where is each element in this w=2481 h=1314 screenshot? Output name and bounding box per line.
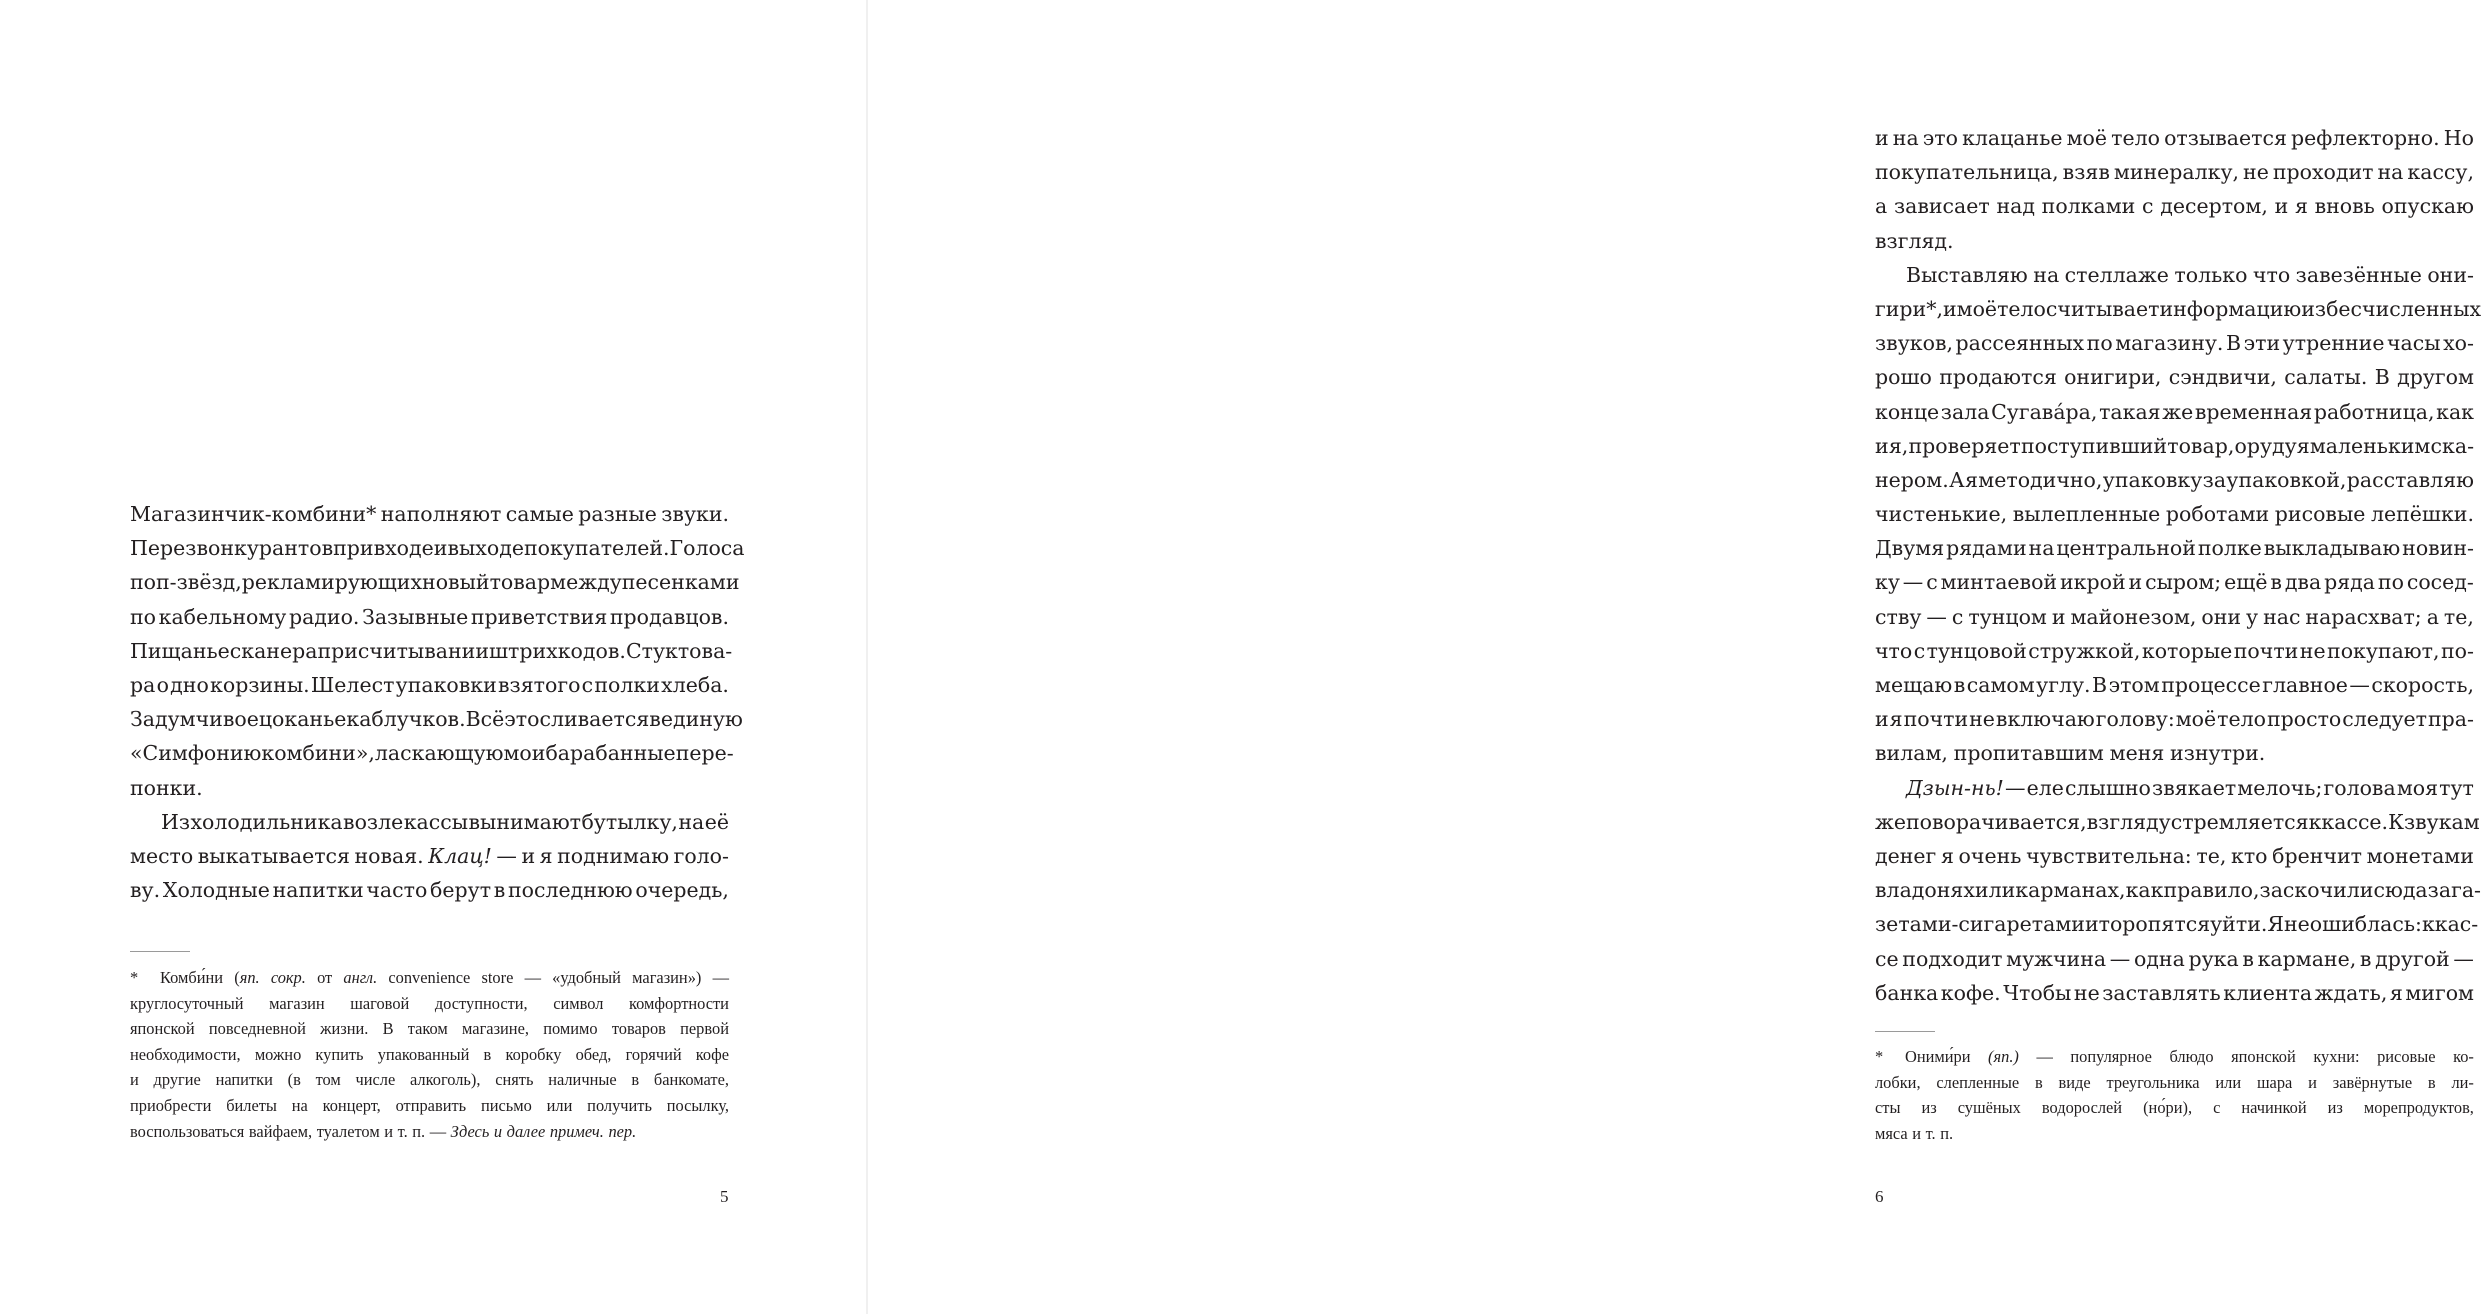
text-line: Выставляю на стеллаже только что завезённые они- xyxy=(1906,262,2474,287)
text-line: и на это клацанье моё тело отзывается рефлекторно. Но xyxy=(1875,126,2474,150)
footnote-line: приобрести билеты на концерт, отправить письмо или получить посылку, xyxy=(130,1095,729,1115)
text-line: зетами-сигаретами и торопятся уйти. Я не ошиблась: к кас- xyxy=(1875,912,2479,937)
text-line: нером. А я методично, упаковку за упаковкой, расставляю xyxy=(1875,467,2474,492)
footnote-line: * Оними́ри (яп.) — популярное блюдо японской кухни: рисовые ко- xyxy=(1875,1044,2474,1070)
footnote-line: сты из сушёных водорослей (но́ри), с начинкой из морепродуктов, xyxy=(1875,1098,2474,1118)
text-line: Двумя рядами на центральной полке выкладываю новин- xyxy=(1875,536,2474,561)
footnote-line: мяса и т. п. xyxy=(1875,1123,1954,1143)
footnote-separator xyxy=(130,951,190,952)
text-line: ку — с минтаевой икрой и сыром; ещё в два ряда по сосед- xyxy=(1875,570,2474,595)
text-line: Пищанье сканера при считывании штрихкодов. Стук това- xyxy=(130,638,733,663)
page-number-left: 5 xyxy=(720,1187,729,1206)
footnote-line: японской повседневной жизни. В таком магазине, помимо товаров первой xyxy=(130,1019,729,1039)
text-line: мещаю в самом углу. В этом процессе главное — скорость, xyxy=(1875,673,2474,697)
footnote-marker: * xyxy=(1875,1047,1884,1066)
text-line: Дзын-нь! — еле слышно звякает мелочь; голова моя тут xyxy=(1906,775,2474,800)
text-line: рошо продаются онигири, сэндвичи, салаты. В другом xyxy=(1875,365,2474,390)
right-page xyxy=(868,0,2481,1314)
text-line: банка кофе. Чтобы не заставлять клиента ждать, я мигом xyxy=(1875,980,2474,1005)
text-line: ра о дно корзины. Шелест упаковки взятого с полки хлеба. xyxy=(130,672,729,697)
footnote-marker: * xyxy=(130,968,139,987)
text-line: в ладонях или карманах, как правило, заскочили сюда за га- xyxy=(1875,878,2481,903)
text-line: и я почти не включаю голову: моё тело просто следует пра- xyxy=(1875,707,2474,732)
right-page-text xyxy=(1875,121,2481,1010)
text-line: поп-звёзд, рекламирующих новый товар между песенками xyxy=(130,570,740,595)
footnote-line: и другие напитки (в том числе алкоголь), снять наличные в банкомате, xyxy=(130,1070,729,1090)
text-line: звуков, рассеянных по магазину. В эти утренние часы хо- xyxy=(1875,331,2474,356)
page-number-right: 6 xyxy=(1875,1187,1884,1206)
footnote-line: лобки, слепленные в виде треугольника или шара и завёрнутые в ли- xyxy=(1875,1072,2474,1092)
text-line: Из холодильника возле кассы вынимают бутылку, на её xyxy=(161,809,729,834)
footnote-line: * Комби́ни (яп. сокр. от англ. convenience store — «удобный магазин») — xyxy=(130,965,729,991)
text-line: взгляд. xyxy=(1875,228,1954,253)
text-line: и я, проверяет поступивший товар, орудуя маленьким ска- xyxy=(1875,433,2474,458)
text-line: же поворачивается, взгляд устремляется к кассе. К звукам xyxy=(1875,809,2480,834)
text-line: се подходит мужчина — одна рука в кармане, в другой — xyxy=(1875,946,2474,971)
text-line: а зависает над полками с десертом, и я вновь опускаю xyxy=(1875,194,2474,219)
text-line: ву. Холодные напитки часто берут в последнюю очередь, xyxy=(130,878,729,903)
text-line: Магазинчик-комбини* наполняют самые разные звуки. xyxy=(130,502,729,526)
right-page-footnote xyxy=(1875,1044,2474,1146)
footnote-separator xyxy=(1875,1031,1935,1032)
text-line: Перезвон курантов при входе и выходе покупателей. Голоса xyxy=(130,536,745,561)
left-page xyxy=(0,0,866,1314)
text-line: понки. xyxy=(130,775,203,800)
text-line: денег я очень чувствительна: те, кто бренчит монетами xyxy=(1875,843,2474,868)
text-line: ству — с тунцом и майонезом, они у нас нарасхват; а те, xyxy=(1875,604,2474,629)
text-line: покупательница, взяв минералку, не проходит на кассу, xyxy=(1875,160,2474,185)
text-line: «Симфонию комбини», ласкающую мои барабанные пере- xyxy=(130,741,734,766)
footnote-line: круглосуточный магазин шаговой доступности, символ комфортности xyxy=(130,993,729,1013)
text-line: по кабельному радио. Зазывные приветствия продавцов. xyxy=(130,604,729,629)
text-line: место выкатывается новая. Клац! — и я поднимаю голо- xyxy=(130,843,729,868)
text-line: гири*, и моё тело считывает информацию из бесчисленных xyxy=(1875,296,2481,321)
text-line: конце зала Сугава́ра, такая же временная работница, как xyxy=(1875,399,2474,424)
left-page-text xyxy=(130,497,745,907)
text-line: вилам, пропитавшим меня изнутри. xyxy=(1875,741,2266,766)
text-line: чистенькие, вылепленные роботами рисовые лепёшки. xyxy=(1875,502,2474,527)
left-page-footnote xyxy=(130,965,729,1144)
text-line: Задумчивое цоканье каблучков. Всё это сливается в единую xyxy=(130,707,743,732)
footnote-line: необходимости, можно купить упакованный в коробку обед, горячий кофе xyxy=(130,1044,729,1064)
footnote-line: воспользоваться вайфаем, туалетом и т. п. — Здесь и далее примеч. пер. xyxy=(130,1121,637,1141)
text-line: что с тунцовой стружкой, которые почти не покупают, по- xyxy=(1875,638,2474,663)
